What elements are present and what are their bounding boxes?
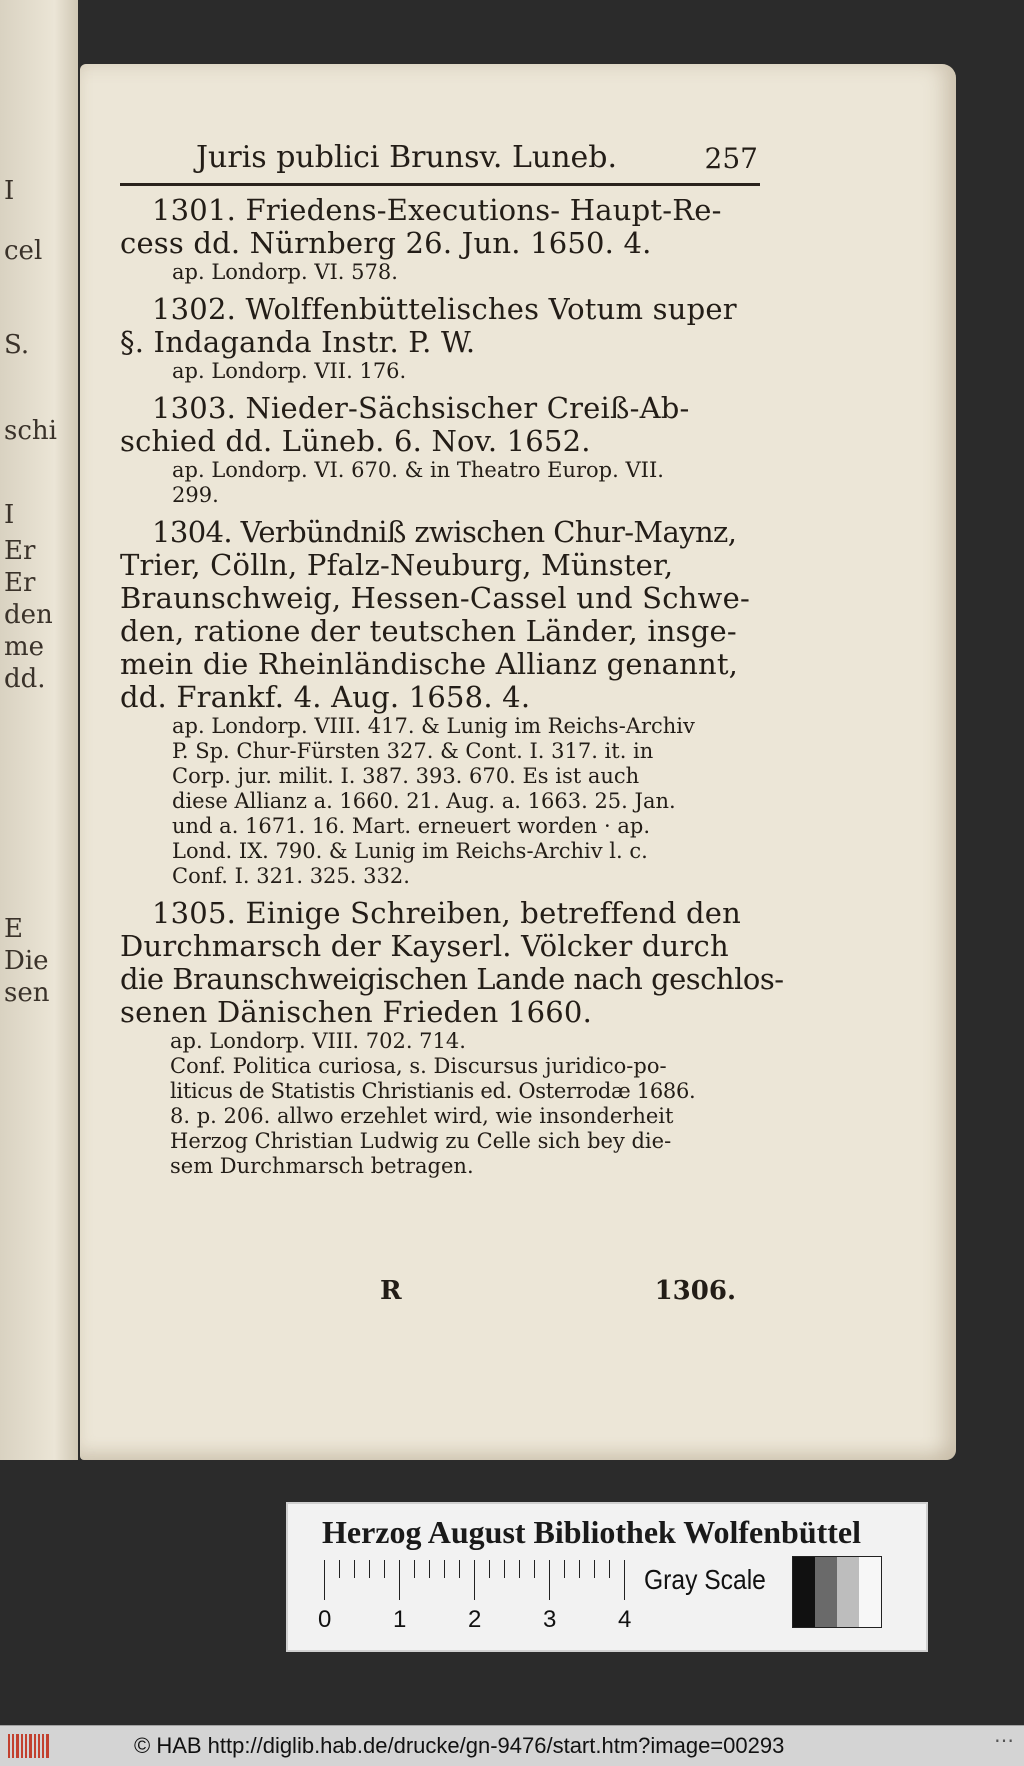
reference-line: sem Durchmarsch betragen. [170,1154,474,1178]
ruler-tick [384,1560,385,1578]
entry-1301 [120,194,760,285]
scale-label: 0 [318,1606,332,1633]
page-title: Juris publici Brunsv. Luneb. [196,140,618,175]
reference-line: liticus de Statistis Christianis ed. Osterrodæ 1686. [170,1079,696,1103]
left-fragment: Er [4,536,36,566]
scale-label: 3 [543,1606,557,1633]
entry-1302 [120,293,760,384]
entry-line: 1304. Verbündniß zwischen Chur-Maynz, [152,515,737,549]
reference-line: Herzog Christian Ludwig zu Celle sich bey die- [170,1129,672,1153]
left-page-edge [0,0,78,1460]
ruler-tick [609,1560,610,1578]
ruler-tick [504,1560,505,1578]
left-fragment: schi [4,416,57,446]
entry-line: den, ratione der teutschen Länder, insge- [120,614,737,648]
viewer-footer [0,1725,1024,1766]
gray-swatch [793,1557,815,1627]
reference-line: Lond. IX. 790. & Lunig im Reichs-Archiv l. c. [172,839,648,863]
page-text [120,140,784,1306]
reference-line: Conf. Politica curiosa, s. Discursus juridico-po- [170,1054,667,1078]
ruler-tick [579,1560,580,1578]
ruler-tick [339,1560,340,1578]
reference-line: P. Sp. Chur-Fürsten 327. & Cont. I. 317. it. in [172,739,654,763]
gray-swatch [837,1557,859,1627]
gray-swatches [792,1556,882,1628]
source-url-link[interactable]: © HAB http://diglib.hab.de/drucke/gn-9476/start.htm?image=00293 [134,1733,785,1758]
reference-line: ap. Londorp. VI. 578. [172,260,398,284]
left-fragment: dd. [4,664,46,694]
book-page [80,64,956,1460]
left-fragment: I [4,500,15,530]
gray-swatch [815,1557,837,1627]
page-number: 257 [704,142,758,175]
ruler-tick [489,1560,490,1578]
entry-1304 [120,516,760,889]
hab-logo-icon [8,1734,49,1758]
scale-label: 4 [618,1606,632,1633]
gray-scale-label: Gray Scale [644,1564,766,1595]
entry-1305 [120,896,784,1179]
ruler-tick [549,1560,550,1600]
scale-label: 2 [468,1606,482,1633]
entry-line: 1301. Friedens-Executions- Haupt-Re- [152,193,722,227]
gray-swatch [859,1557,881,1627]
entry-line: §. Indaganda Instr. P. W. [120,325,476,359]
left-fragment: Er [4,568,36,598]
scale-label: 1 [393,1606,407,1633]
ruler-tick [624,1560,625,1600]
reference-line: ap. Londorp. VII. 176. [172,359,407,383]
entry-1303 [120,392,760,508]
ruler-tick [459,1560,460,1578]
entry-line: 1302. Wolffenbüttelisches Votum super [152,292,737,326]
ruler-tick [534,1560,535,1578]
color-calibration-card [286,1502,928,1652]
left-fragment: Die [4,946,49,976]
reference-line: und a. 1671. 16. Mart. erneuert worden · ap. [172,814,650,838]
reference-line: Conf. I. 321. 325. 332. [172,864,410,888]
entry-line: cess dd. Nürnberg 26. Jun. 1650. 4. [120,226,652,260]
library-name: Herzog August Bibliothek Wolfenbüttel [322,1514,862,1550]
entry-line: dd. Frankf. 4. Aug. 1658. 4. [120,680,531,714]
entry-line: 1305. Einige Schreiben, betreffend den [152,896,742,930]
left-fragment: E [4,914,23,944]
ruler-tick [564,1560,565,1578]
entry-line: Trier, Cölln, Pfalz-Neuburg, Münster, [120,548,674,582]
ruler-tick [474,1560,475,1600]
reference-line: ap. Londorp. VI. 670. & in Theatro Europ. VII. [172,458,664,482]
ruler-tick [594,1560,595,1578]
left-fragment: cel [4,236,43,266]
left-fragment: I [4,176,15,206]
reference-line: 8. p. 206. allwo erzehlet wird, wie insonderheit [170,1104,674,1128]
signature-mark: R [380,1276,402,1306]
scale-ruler [318,1560,632,1633]
more-menu-icon[interactable]: ⋯ [994,1730,1014,1752]
reference-line: 299. [172,483,219,507]
ruler-tick [354,1560,355,1578]
ruler-tick [414,1560,415,1578]
ruler-tick [519,1560,520,1578]
catchword: 1306. [654,1276,736,1306]
ruler-tick [324,1560,325,1600]
reference-line: ap. Londorp. VIII. 417. & Lunig im Reichs-Archiv [172,714,695,738]
left-fragment: S. [4,330,30,360]
entry-line: Braunschweig, Hessen-Cassel und Schwe- [120,581,750,615]
left-fragment: den [4,600,53,630]
running-head [120,140,760,186]
reference-line: diese Allianz a. 1660. 21. Aug. a. 1663. 25. Jan. [172,789,676,813]
left-fragment: sen [4,978,50,1008]
entry-line: schied dd. Lüneb. 6. Nov. 1652. [120,424,591,458]
entry-line: Durchmarsch der Kayserl. Völcker durch [120,929,729,963]
reference-line: Corp. jur. milit. I. 387. 393. 670. Es ist auch [172,764,640,788]
entry-line: senen Dänischen Frieden 1660. [120,995,592,1029]
entry-line: die Braunschweigischen Lande nach geschlos- [120,962,784,996]
ruler-tick [369,1560,370,1578]
ruler-tick [429,1560,430,1578]
ruler-tick [444,1560,445,1578]
ruler-tick [399,1560,400,1600]
entry-line: mein die Rheinländische Allianz genannt, [120,647,739,681]
left-fragment: me [4,632,45,662]
reference-line: ap. Londorp. VIII. 702. 714. [170,1029,466,1053]
entry-line: 1303. Nieder-Sächsischer Creiß-Ab- [152,391,690,425]
